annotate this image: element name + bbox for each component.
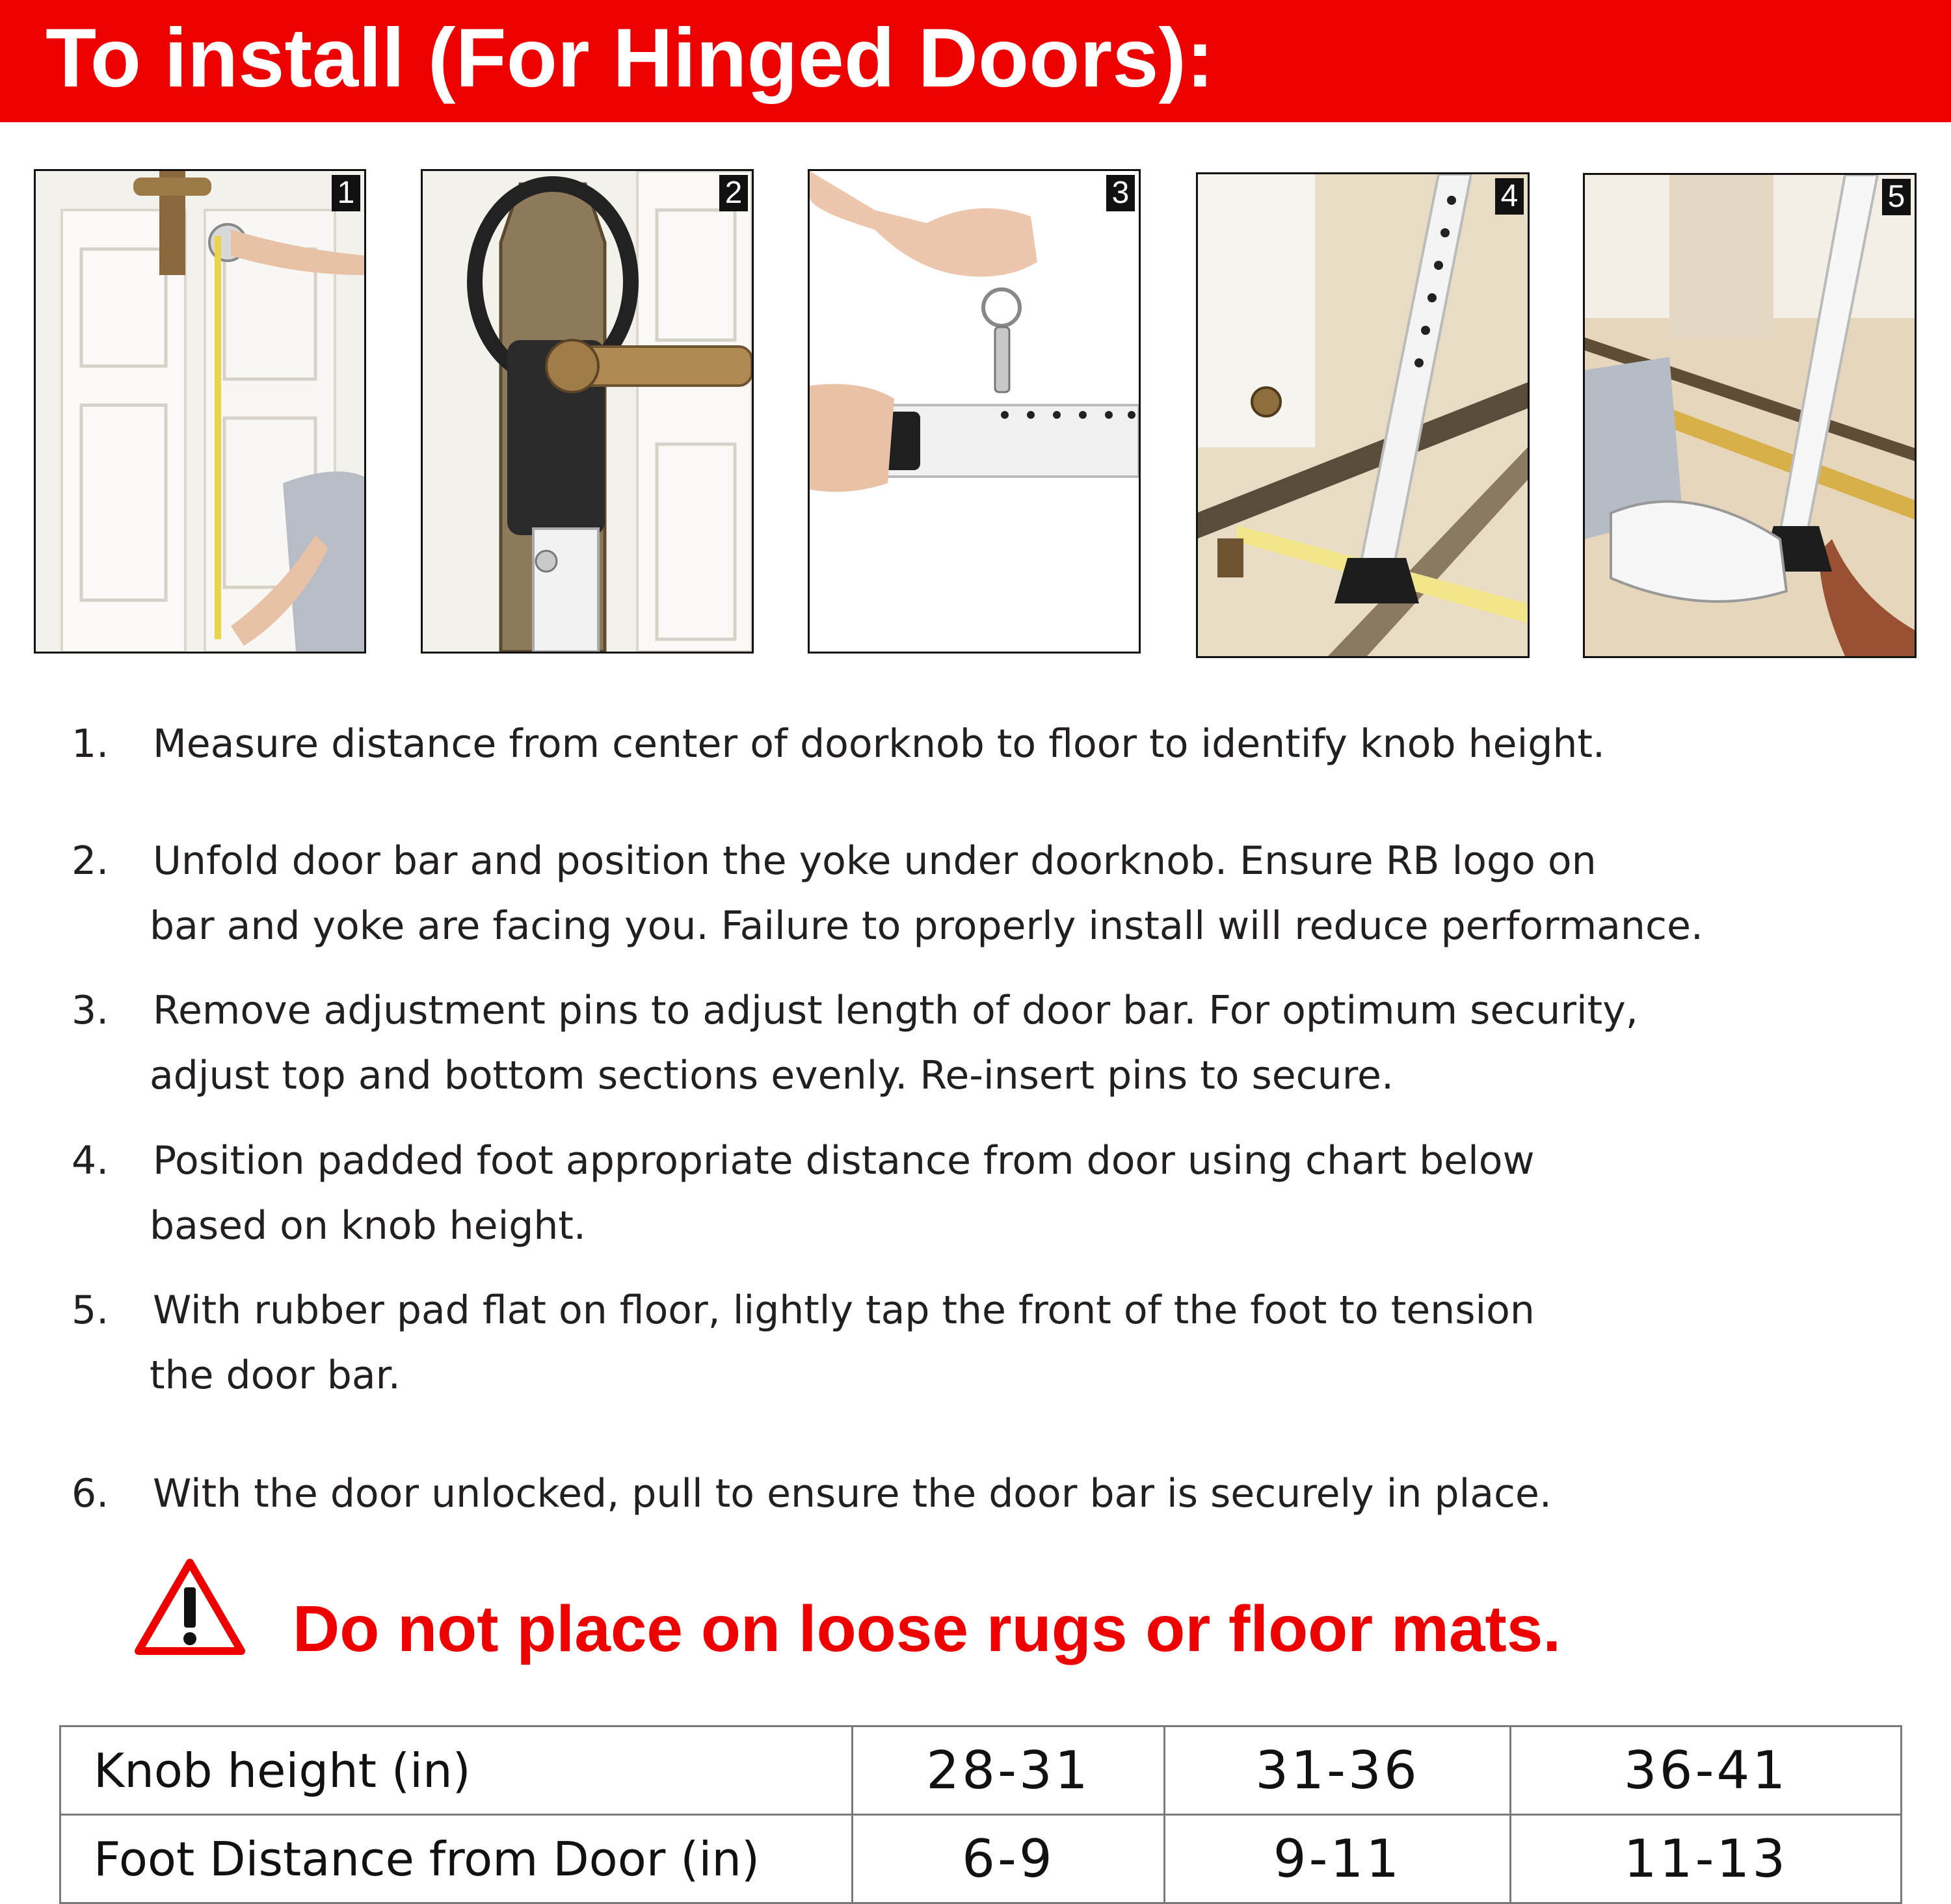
step-text: based on knob height. — [150, 1203, 586, 1249]
step-2 — [72, 828, 1925, 959]
page-title: To install (For Hinged Doors): — [46, 12, 1214, 105]
table-cell: 6-9 — [853, 1815, 1165, 1903]
step-6 — [72, 1461, 1925, 1526]
step-text: bar and yoke are facing you. Failure to properly install will reduce performance. — [150, 903, 1703, 949]
measuring-tape-icon — [36, 171, 364, 652]
step-text: Measure distance from center of doorknob to floor to identify knob height. — [153, 721, 1605, 767]
floor-measure-icon — [1198, 174, 1528, 656]
step-number: 2. — [72, 838, 109, 884]
step-number: 5. — [72, 1288, 109, 1333]
step-4 — [72, 1128, 1925, 1258]
step-text: With rubber pad flat on floor, lightly tap the front of the foot to tension — [153, 1288, 1535, 1333]
step-text: Unfold door bar and position the yoke under doorknob. Ensure RB logo on — [153, 838, 1597, 884]
table-cell: 36-41 — [1511, 1726, 1902, 1815]
step-number: 3. — [72, 988, 109, 1033]
photo-number-5: 5 — [1882, 179, 1911, 215]
warning-text: Do not place on loose rugs or floor mats. — [293, 1593, 1561, 1665]
photo-number-4: 4 — [1495, 178, 1524, 215]
row-label: Foot Distance from Door (in) — [60, 1815, 853, 1903]
step-photo-5 — [1583, 173, 1917, 658]
photo-number-2: 2 — [719, 175, 748, 211]
step-photo-3 — [808, 169, 1141, 654]
warning-triangle-icon — [133, 1556, 247, 1657]
step-photo-4 — [1196, 172, 1530, 658]
table-cell: 28-31 — [853, 1726, 1165, 1815]
table-cell: 11-13 — [1511, 1815, 1902, 1903]
step-text: Position padded foot appropriate distance from door using chart below — [153, 1138, 1535, 1183]
table-cell: 31-36 — [1165, 1726, 1511, 1815]
step-1 — [72, 711, 1925, 776]
row-label: Knob height (in) — [60, 1726, 853, 1815]
table-row — [60, 1815, 1902, 1903]
photo-number-1: 1 — [332, 175, 360, 211]
distance-chart-table — [59, 1725, 1902, 1904]
table-cell: 9-11 — [1165, 1815, 1511, 1903]
step-photo-1 — [34, 169, 366, 654]
header-banner — [0, 0, 1951, 122]
foot-tap-icon — [1585, 175, 1915, 656]
step-number: 1. — [72, 721, 109, 767]
step-text: the door bar. — [150, 1353, 401, 1398]
door-knob-yoke-icon — [423, 171, 752, 652]
table-row — [60, 1726, 1902, 1815]
adjustment-pin-icon — [810, 171, 1139, 652]
step-number: 4. — [72, 1138, 109, 1183]
step-text: Remove adjustment pins to adjust length of door bar. For optimum security, — [153, 988, 1638, 1033]
photo-number-3: 3 — [1106, 175, 1135, 211]
step-photo-2 — [421, 169, 754, 654]
step-text: adjust top and bottom sections evenly. Re-insert pins to secure. — [150, 1053, 1394, 1098]
step-3 — [72, 978, 1925, 1108]
step-number: 6. — [72, 1471, 109, 1516]
step-text: With the door unlocked, pull to ensure the door bar is securely in place. — [153, 1471, 1552, 1516]
step-5 — [72, 1278, 1925, 1408]
